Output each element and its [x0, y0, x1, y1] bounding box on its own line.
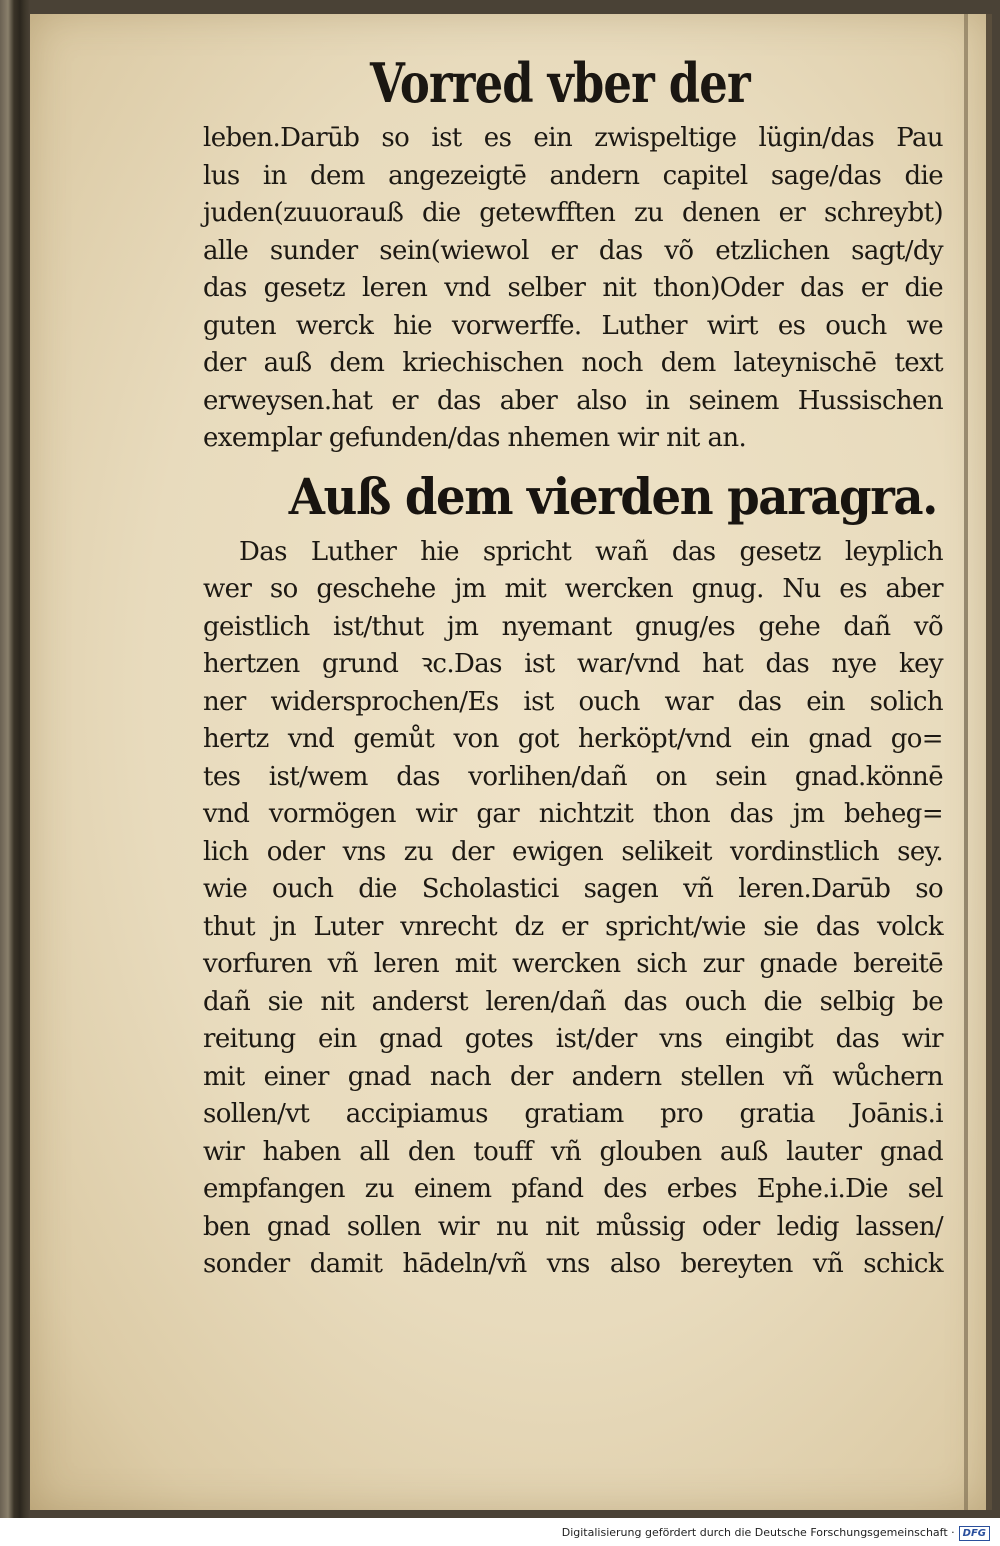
- text-line: vorfuren vñ leren mit wercken sich zur gnade bereitē: [203, 949, 943, 979]
- text-line: wer so geschehe jm mit wercken gnug. Nu es aber: [203, 574, 943, 604]
- text-line: sollen/vt accipiamus gratiam pro gratia Joānis.i: [203, 1099, 943, 1129]
- text-line: alle sunder sein(wiewol er das võ etzlichen sagt/dy: [203, 235, 943, 266]
- text-line: vnd vormögen wir gar nichtzit thon das jm beheg=: [203, 799, 943, 829]
- text-line: exemplar gefunden/das nhemen wir nit an.: [203, 423, 747, 453]
- text-line: ben gnad sollen wir nu nit můssig oder ledig lassen/: [203, 1211, 943, 1242]
- text-line: reitung ein gnad gotes ist/der vns eingibt das wir: [203, 1024, 943, 1054]
- text-line: Das Luther hie spricht wañ das gesetz leyplich: [239, 536, 943, 567]
- text-line: wie ouch die Scholastici sagen vñ leren.Darūb so: [203, 874, 943, 904]
- text-line: guten werck hie vorwerffe. Luther wirt es ouch we: [203, 310, 943, 341]
- text-block-b: [203, 534, 943, 1284]
- text-line: dañ sie nit anderst leren/dañ das ouch die selbig be: [203, 986, 943, 1017]
- section-heading: Auß dem vierden paragra.: [288, 466, 938, 526]
- text-line: ner widersprochen/Es ist ouch war das ein solich: [203, 686, 943, 717]
- text-line: lus in dem angezeigtē andern capitel sage/das die: [203, 160, 943, 191]
- text-line: lich oder vns zu der ewigen selikeit vordinstlich sey.: [203, 836, 943, 867]
- text-line: hertz vnd gemůt von got herköpt/vnd ein gnad go=: [203, 724, 943, 754]
- text-line: geistlich ist/thut jm nyemant gnug/es gehe dañ võ: [203, 611, 943, 642]
- text-line: das gesetz leren vnd selber nit thon)Oder das er die: [203, 273, 943, 303]
- text-line: tes ist/wem das vorlihen/dañ on sein gnad.könnē: [203, 761, 943, 792]
- text-line: hertzen grund ꝛc.Das ist war/vnd hat das nye key: [203, 649, 943, 679]
- text-line: sonder damit hādeln/vñ vns also bereyten vñ schick: [203, 1249, 943, 1279]
- text-block-a: [203, 120, 943, 458]
- running-head: Vorred vber der: [370, 51, 750, 115]
- page-text: [203, 120, 943, 1284]
- dfg-logo: DFG: [959, 1526, 990, 1541]
- text-line: wir haben all den touff vñ glouben auß lauter gnad: [203, 1136, 943, 1167]
- text-line: der auß dem kriechischen noch dem lateynischē text: [203, 348, 943, 378]
- footer-credit: [0, 1524, 990, 1542]
- text-line: mit einer gnad nach der andern stellen vñ wůchern: [203, 1061, 943, 1092]
- text-line: empfangen zu einem pfand des erbes Ephe.i.Die sel: [203, 1174, 943, 1204]
- text-line: erweysen.hat er das aber also in seinem Hussischen: [203, 385, 943, 416]
- footer-credit-text: Digitalisierung gefördert durch die Deutsche Forschungsgemeinschaft ·: [561, 1526, 955, 1539]
- text-line: thut jn Luter vnrecht dz er spricht/wie sie das volck: [203, 911, 943, 942]
- text-line: juden(zuuorauß die getewfften zu denen er schreybt): [203, 198, 943, 228]
- text-line: leben.Darūb so ist es ein zwispeltige lügin/das Pau: [203, 123, 943, 153]
